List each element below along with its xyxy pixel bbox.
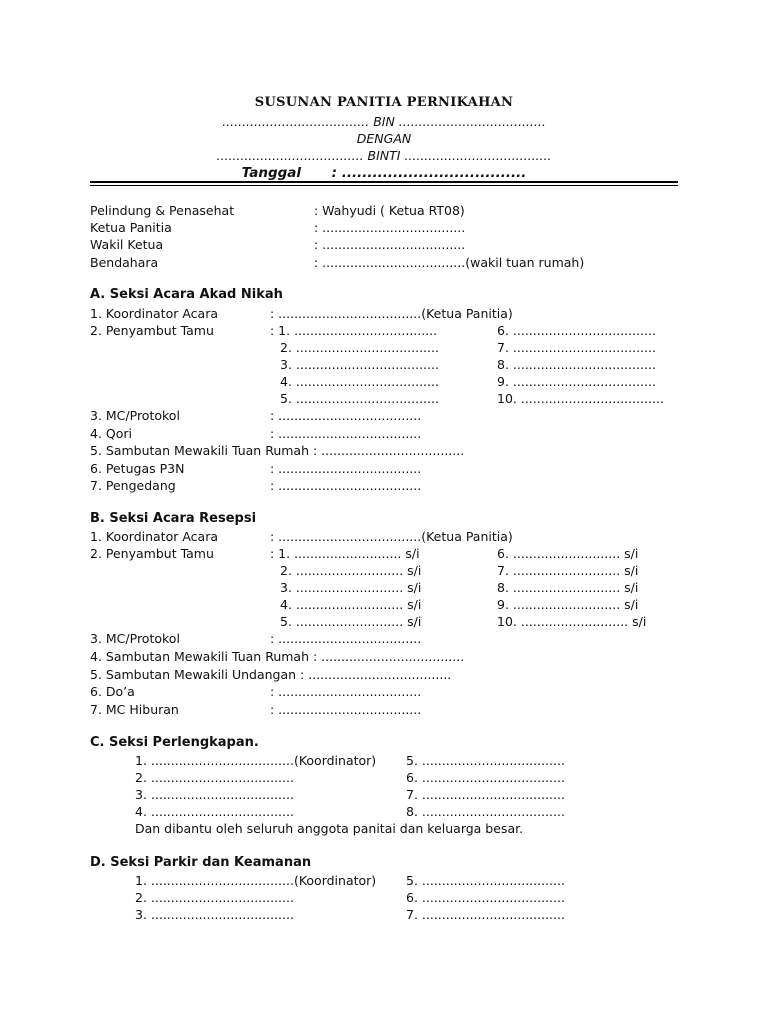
section-a-penyambut-right-5: 10. ....................................	[497, 391, 664, 406]
section-b-sambutan-undangan: 5. Sambutan Mewakili Undangan : ....................................	[90, 667, 452, 682]
section-b-penyambut-right-1: 6. ........................... s/i	[497, 546, 639, 561]
section-a-mc-value: : ....................................	[270, 408, 422, 423]
section-a-p3n-value: : ....................................	[270, 461, 422, 476]
section-c-left-4: 4. ....................................	[135, 804, 294, 819]
section-d-right-3: 7. ....................................	[406, 907, 565, 922]
section-b-penyambut-left-4: 4. ........................... s/i	[280, 597, 422, 612]
section-a-penyambut-label: 2. Penyambut Tamu	[90, 323, 214, 338]
section-d-left-1: 1. ....................................(Koordinator)	[135, 873, 377, 888]
section-d-left-3: 3. ....................................	[135, 907, 294, 922]
section-a-pengedang-value: : ....................................	[270, 478, 422, 493]
dengan-line: DENGAN	[356, 131, 412, 146]
section-b-mc-hiburan-label: 7. MC Hiburan	[90, 702, 179, 717]
section-a-koordinator-value: : ....................................(Ketua Panitia)	[270, 306, 513, 321]
document-header	[0, 93, 768, 182]
section-b-doa-value: : ....................................	[270, 684, 422, 699]
section-a-penyambut-left-4: 4. ....................................	[280, 374, 439, 389]
section-b-koordinator-value: : ....................................(Ketua Panitia)	[270, 529, 513, 544]
section-a-penyambut-right-1: 6. ....................................	[497, 323, 656, 338]
section-b-penyambut-left-2: 2. ........................... s/i	[280, 563, 422, 578]
section-b-penyambut-right-2: 7. ........................... s/i	[497, 563, 639, 578]
section-d-right-1: 5. ....................................	[406, 873, 565, 888]
section-a-pengedang-label: 7. Pengedang	[90, 478, 176, 493]
section-a-koordinator-label: 1. Koordinator Acara	[90, 306, 219, 321]
section-b-mc-label: 3. MC/Protokol	[90, 631, 180, 646]
section-a-sambutan: 5. Sambutan Mewakili Tuan Rumah : ....................................	[90, 443, 465, 458]
pengurus-label-1: Pelindung & Penasehat	[90, 203, 235, 218]
section-a-qori-label: 4. Qori	[90, 426, 132, 441]
section-b-penyambut-right-3: 8. ........................... s/i	[497, 580, 639, 595]
section-c-left-1: 1. ....................................(Koordinator)	[135, 753, 377, 768]
section-c-left-2: 2. ....................................	[135, 770, 294, 785]
section-b-mc-value: : ....................................	[270, 631, 422, 646]
binti-line: ..................................... BINTI .....................................	[216, 148, 552, 163]
section-b-penyambut-right-5: 10. ........................... s/i	[497, 614, 647, 629]
tanggal-value: : ....................................	[331, 165, 527, 181]
section-a-penyambut-left-5: 5. ....................................	[280, 391, 439, 406]
section-b-mc-hiburan-value: : ....................................	[270, 702, 422, 717]
header-divider-thin	[90, 185, 678, 186]
section-b-koordinator-label: 1. Koordinator Acara	[90, 529, 219, 544]
page-title: SUSUNAN PANITIA PERNIKAHAN	[254, 95, 514, 110]
section-b-doa-label: 6. Do’a	[90, 684, 135, 699]
header-divider-thick	[90, 181, 678, 183]
section-b-penyambut-left-3: 3. ........................... s/i	[280, 580, 422, 595]
section-a-mc-label: 3. MC/Protokol	[90, 408, 180, 423]
pengurus-value-2: : ....................................	[314, 220, 466, 235]
bin-line: ..................................... BIN .....................................	[222, 114, 546, 129]
pengurus-label-3: Wakil Ketua	[90, 237, 164, 252]
pengurus-label-2: Ketua Panitia	[90, 220, 172, 235]
pengurus-value-1: : Wahyudi ( Ketua RT08)	[314, 203, 465, 218]
section-a-penyambut-right-2: 7. ....................................	[497, 340, 656, 355]
section-c-note: Dan dibantu oleh seluruh anggota panitai dan keluarga besar.	[135, 821, 524, 836]
section-c-right-4: 8. ....................................	[406, 804, 565, 819]
section-b-sambutan-tuan: 4. Sambutan Mewakili Tuan Rumah : ....................................	[90, 649, 465, 664]
section-c-title: C. Seksi Perlengkapan.	[90, 735, 259, 750]
section-b-penyambut-right-4: 9. ........................... s/i	[497, 597, 639, 612]
section-a-penyambut-left-3: 3. ....................................	[280, 357, 439, 372]
section-a-penyambut-left-2: 2. ....................................	[280, 340, 439, 355]
section-b-penyambut-label: 2. Penyambut Tamu	[90, 546, 214, 561]
section-d-title: D. Seksi Parkir dan Keamanan	[90, 855, 312, 870]
section-a-p3n-label: 6. Petugas P3N	[90, 461, 185, 476]
section-c-right-1: 5. ....................................	[406, 753, 565, 768]
section-c-left-3: 3. ....................................	[135, 787, 294, 802]
tanggal-line	[0, 164, 768, 182]
section-a-title: A. Seksi Acara Akad Nikah	[90, 287, 283, 302]
section-a-penyambut-left-1: : 1. ....................................	[270, 323, 438, 338]
section-b-penyambut-left-5: 5. ........................... s/i	[280, 614, 422, 629]
section-a-penyambut-right-4: 9. ....................................	[497, 374, 656, 389]
section-c-right-2: 6. ....................................	[406, 770, 565, 785]
section-d-left-2: 2. ....................................	[135, 890, 294, 905]
pengurus-value-3: : ....................................	[314, 237, 466, 252]
section-a-qori-value: : ....................................	[270, 426, 422, 441]
pengurus-label-4: Bendahara	[90, 255, 159, 270]
section-a-penyambut-right-3: 8. ....................................	[497, 357, 656, 372]
section-d-right-2: 6. ....................................	[406, 890, 565, 905]
section-c-right-3: 7. ....................................	[406, 787, 565, 802]
section-b-penyambut-left-1: : 1. ........................... s/i	[270, 546, 420, 561]
section-b-title: B. Seksi Acara Resepsi	[90, 511, 257, 526]
pengurus-value-4: : ....................................(wakil tuan rumah)	[314, 255, 585, 270]
tanggal-label: Tanggal	[241, 165, 302, 181]
